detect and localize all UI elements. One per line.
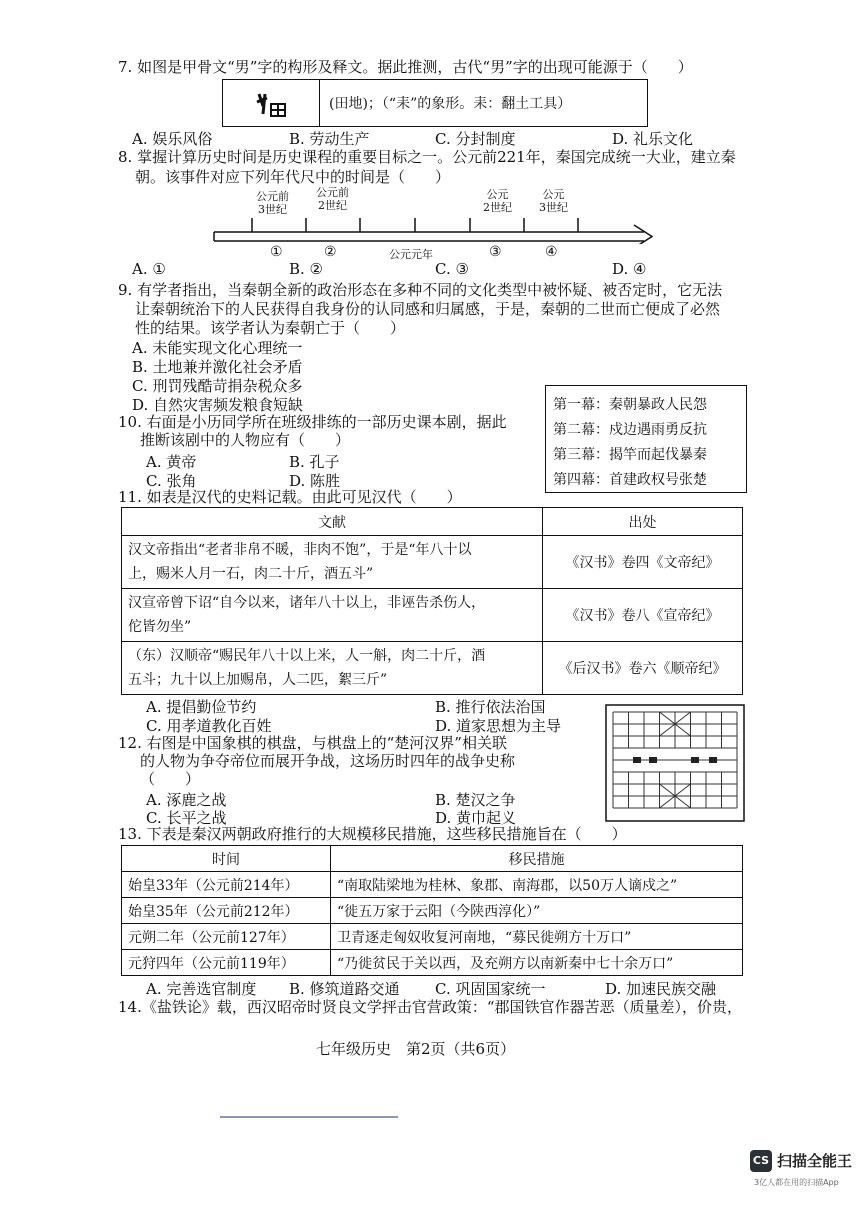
q8-option-d[interactable]: D. ④ (612, 260, 647, 278)
page-footer: 七年级历史 第2页（共6页） (316, 1040, 516, 1058)
q9-option-d[interactable]: D. 自然灾害频发粮食短缺 (132, 396, 304, 414)
q9-stem-line1: 9. 有学者指出，当秦朝全新的政治形态在多种不同的文化类型中被怀疑、被否定时，它无法 (118, 281, 723, 299)
q13-row2-time: 始皇35年（公元前212年） (122, 898, 331, 924)
q8-stem-line1: 8. 掌握计算历史时间是历史课程的重要目标之一。公元前221年，秦国完成统一大业，建立秦 (118, 148, 736, 166)
watermark-tagline: 3亿人都在用的扫描App (754, 1178, 839, 1187)
q13-row4-measure: “乃徙贫民于关以西，及充朔方以南新秦中七十余万口” (331, 950, 743, 976)
q11-row2-text2: 佗皆勿坐” (128, 619, 192, 635)
q13-row3-measure: 卫青逐走匈奴收复河南地，“募民徙朔方十万口” (331, 924, 743, 950)
q7-stem: 7. 如图是甲骨文“男”字的构形及释文。据此推测，古代“男”字的出现可能源于（ ） (118, 58, 693, 76)
q10-script-box (545, 385, 747, 493)
q13-row3-time: 元朔二年（公元前127年） (122, 924, 331, 950)
timeline-axis (210, 214, 656, 244)
q11-option-d[interactable]: D. 道家思想为主导 (435, 717, 562, 735)
timeline-mark-2: ② (324, 244, 337, 260)
q10-act-1: 第一幕：秦朝暴政人民怨 (553, 397, 707, 413)
q9-stem-line2: 让秦朝统治下的人民获得自我身份的认同感和归属感，于是，秦朝的二世而亡便成了必然 (135, 300, 721, 318)
q13-row1-time: 始皇33年（公元前214年） (122, 872, 331, 898)
q13-row4-time: 元狩四年（公元前119年） (122, 950, 331, 976)
q9-option-a[interactable]: A. 未能实现文化心理统一 (132, 339, 303, 357)
q7-option-b[interactable]: B. 劳动生产 (289, 130, 370, 148)
q10-option-b[interactable]: B. 孔子 (289, 453, 340, 471)
q14-stem: 14.《盐铁论》载，西汉昭帝时贤良文学抨击官营政策：“郡国铁官作器苦恶（质量差），价贵， (118, 998, 743, 1016)
q12-option-b[interactable]: B. 楚汉之争 (435, 791, 516, 809)
camscanner-logo-icon: CS (750, 1150, 772, 1172)
q7-glyph-cell (223, 80, 320, 126)
q8-stem-line2: 朝。该事件对应下列年代尺中的时间是（ ） (135, 168, 451, 186)
q10-option-a[interactable]: A. 黄帝 (146, 453, 197, 471)
table-row (122, 642, 743, 695)
timeline-label-ad3: 公元 3世纪 (539, 188, 568, 214)
table-row (122, 924, 743, 950)
q12-option-c[interactable]: C. 长平之战 (146, 809, 227, 827)
q10-option-c[interactable]: C. 张角 (146, 472, 197, 490)
q11-option-a[interactable]: A. 提倡勤俭节约 (146, 698, 257, 716)
q11-table (121, 507, 743, 695)
q10-act-2: 第二幕：戍边遇雨勇反抗 (553, 422, 707, 438)
q10-act-4: 第四幕：首建政权号张楚 (553, 472, 707, 488)
timeline-label-bc3: 公元前 3世纪 (256, 190, 289, 216)
q10-stem-line1: 10. 右面是小历同学所在班级排练的一部历史课本剧，据此 (118, 413, 507, 431)
table-row (122, 536, 743, 589)
q11-row2-text1: 汉宣帝曾下诏“自今以来，诸年八十以上，非诬告杀伤人， (128, 595, 486, 611)
q9-option-b[interactable]: B. 土地兼并激化社会矛盾 (132, 358, 303, 376)
chinese-chess-board-icon (605, 704, 745, 822)
q13-option-d[interactable]: D. 加速民族交融 (605, 980, 717, 998)
q13-row2-measure: “徙五万家于云阳（今陕西淳化）” (331, 898, 743, 924)
q7-option-a[interactable]: A. 娱乐风俗 (132, 130, 213, 148)
q13-row1-measure: “南取陆梁地为桂林、象郡、南海郡，以50万人谪戍之” (331, 872, 743, 898)
q11-stem: 11. 如表是汉代的史料记载。由此可见汉代（ ） (118, 488, 462, 506)
q12-stem-line3: （ ） (140, 770, 201, 788)
q11-row3-source: 《后汉书》卷六《顺帝纪》 (543, 642, 743, 695)
q7-explanation: (田地)；（“耒”的象形。耒：翻土工具） (329, 96, 572, 112)
q13-stem: 13. 下表是秦汉两朝政府推行的大规模移民措施，这些移民措施旨在（ ） (118, 825, 627, 843)
q12-option-a[interactable]: A. 涿鹿之战 (146, 791, 227, 809)
q10-act-3: 第三幕：揭竿而起伐暴秦 (553, 447, 707, 463)
q11-row1-source: 《汉书》卷四《文帝纪》 (543, 536, 743, 589)
q13-option-b[interactable]: B. 修筑道路交通 (289, 980, 400, 998)
q10-option-d[interactable]: D. 陈胜 (289, 472, 341, 490)
q7-option-c[interactable]: C. 分封制度 (435, 130, 516, 148)
q11-header-source: 出处 (543, 508, 743, 536)
q8-option-a[interactable]: A. ① (132, 260, 166, 278)
watermark-brand: 扫描全能王 (777, 1152, 853, 1170)
q8-option-b[interactable]: B. ② (289, 260, 324, 278)
q10-stem-line2: 推断该剧中的人物应有（ ） (140, 431, 351, 449)
q13-option-c[interactable]: C. 巩固国家统一 (435, 980, 546, 998)
table-row (122, 872, 743, 898)
q7-glyph-box (222, 79, 648, 127)
q11-row3-text1: （东）汉顺帝“赐民年八十以上米，人一斛，肉二十斤，酒 (128, 648, 486, 664)
q13-table (121, 845, 743, 976)
timeline-mark-1: ① (270, 244, 283, 260)
table-row (122, 898, 743, 924)
q11-row1-text1: 汉文帝指出“老者非帛不暖，非肉不饱”，于是“年八十以 (128, 542, 472, 558)
q9-option-c[interactable]: C. 刑罚残酷苛捐杂税众多 (132, 377, 303, 395)
q11-row1-text2: 上，赐米人月一石，肉二十斤，酒五斗” (128, 566, 374, 582)
q12-stem-line2: 的人物为争夺帝位而展开争战，这场历时四年的战争史称 (140, 752, 516, 770)
oracle-bone-nan-icon (223, 80, 319, 126)
q11-row2-source: 《汉书》卷八《宣帝纪》 (543, 589, 743, 642)
timeline-label-bc2: 公元前 2世纪 (316, 186, 349, 212)
q13-header-measure: 移民措施 (331, 846, 743, 872)
q7-option-d[interactable]: D. 礼乐文化 (612, 130, 694, 148)
q11-option-c[interactable]: C. 用孝道教化百姓 (146, 717, 272, 735)
q13-header-time: 时间 (122, 846, 331, 872)
q11-row3-text2: 五斗；九十以上加赐帛，人二匹，絮三斤” (128, 672, 388, 688)
timeline-mark-ad1: 公元元年 (389, 248, 433, 261)
timeline-mark-3: ③ (489, 244, 502, 260)
scan-artifact-line (220, 1116, 398, 1118)
q13-option-a[interactable]: A. 完善选官制度 (146, 980, 257, 998)
q11-option-b[interactable]: B. 推行依法治国 (435, 698, 546, 716)
timeline-mark-4: ④ (545, 244, 558, 260)
q12-option-d[interactable]: D. 黄巾起义 (435, 809, 517, 827)
table-row (122, 589, 743, 642)
q11-header-text: 文献 (122, 508, 543, 536)
q12-stem-line1: 12. 右图是中国象棋的棋盘，与棋盘上的“楚河汉界”相关联 (118, 734, 507, 752)
timeline-label-ad2: 公元 2世纪 (483, 188, 512, 214)
q9-stem-line3: 性的结果。该学者认为秦朝亡于（ ） (135, 319, 406, 337)
table-row (122, 950, 743, 976)
q8-option-c[interactable]: C. ③ (435, 260, 469, 278)
